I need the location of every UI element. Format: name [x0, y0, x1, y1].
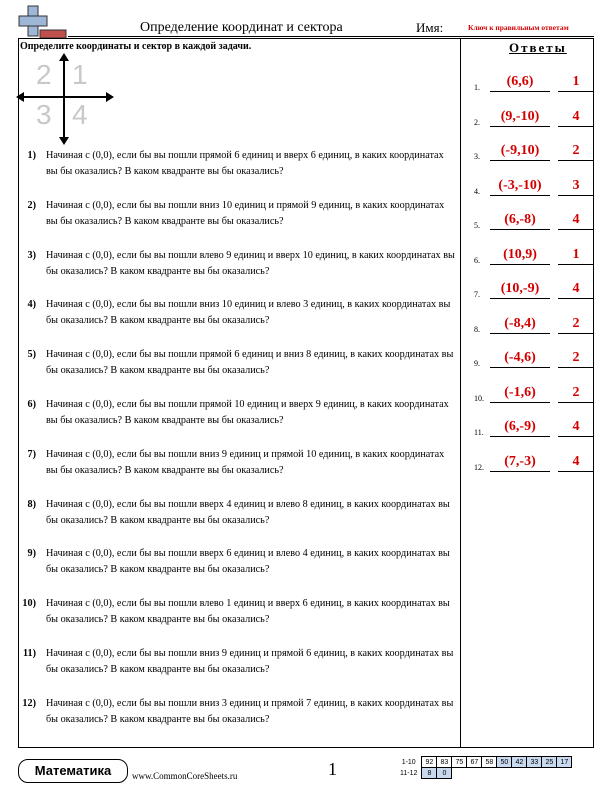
axes-arrows-icon	[16, 53, 114, 145]
answer-line	[490, 160, 550, 161]
problem-text: Начиная с (0,0), если бы вы пошли прямой 6 единиц и вверх 6 единиц, в каких координатах вы бы оказались? В каком квадранте вы бы оказались?	[46, 150, 444, 177]
answer-index: 12.	[474, 462, 484, 472]
answer-quadrant: 2	[572, 384, 580, 400]
problem-text: Начиная с (0,0), если бы вы пошли прямой 10 единиц и вверх 9 единиц, в каких координатах вы бы оказались? В каком квадранте вы бы оказались?	[46, 399, 449, 426]
score-cell: 33	[527, 757, 542, 768]
score-cell: 75	[452, 757, 467, 768]
score-cell: 0	[437, 768, 452, 779]
site-url: www.CommonCoreSheets.ru	[132, 771, 238, 781]
answer-line	[558, 264, 594, 265]
problem-number: 7)	[27, 448, 36, 460]
score-row	[398, 768, 572, 779]
answer-coordinates: (-1,6)	[504, 384, 536, 400]
score-cell: 50	[497, 757, 512, 768]
answer-line	[490, 229, 550, 230]
problem-number: 12)	[22, 697, 36, 709]
problem-text: Начиная с (0,0), если бы вы пошли вниз 3 единиц и прямой 7 единиц, в каких координатах вы бы оказались? В каком квадранте вы бы оказались?	[46, 697, 454, 725]
problem-number: 10)	[22, 598, 36, 610]
score-row	[398, 757, 572, 768]
answer-line	[490, 367, 550, 368]
score-table	[398, 756, 572, 779]
problem-text: Начиная с (0,0), если бы вы пошли вниз 9 единиц и прямой 6 единиц, в каких координатах вы бы оказались? В каком квадранте вы бы оказались?	[46, 648, 454, 675]
problem-text: Начиная с (0,0), если бы вы пошли влево 9 единиц и вверх 10 единиц, в каких координатах вы бы оказались? В каком квадранте вы бы оказались?	[46, 249, 455, 277]
problem-text: Начиная с (0,0), если бы вы пошли влево 1 единиц и вверх 6 единиц, в каких координатах вы бы оказались? В каком квадранте вы бы оказались?	[46, 598, 450, 626]
answer-coordinates: (-8,4)	[504, 315, 536, 331]
answer-line	[490, 333, 550, 334]
answer-quadrant: 3	[572, 177, 580, 193]
answer-row	[474, 450, 594, 472]
problem-number: 4)	[27, 299, 36, 311]
quadrant-diagram	[16, 53, 114, 145]
answer-index: 2.	[474, 117, 480, 127]
answer-row	[474, 105, 594, 127]
answer-quadrant: 2	[572, 350, 580, 365]
answer-line	[490, 195, 550, 196]
answer-row	[474, 139, 594, 161]
answer-row	[474, 381, 594, 403]
answer-coordinates: (-9,10)	[500, 143, 540, 158]
problem-number: 6)	[27, 399, 36, 410]
answer-quadrant: 2	[572, 143, 580, 158]
score-cell: 8	[422, 768, 437, 779]
answer-coordinates: (-3,-10)	[498, 177, 542, 193]
problem-text: Начиная с (0,0), если бы вы пошли прямой 6 единиц и вниз 8 единиц, в каких координатах вы бы оказались? В каком квадранте вы бы оказались?	[46, 349, 454, 377]
answer-row	[474, 415, 594, 437]
problem-number: 11)	[22, 648, 36, 659]
answer-line	[490, 264, 550, 265]
answer-quadrant: 1	[572, 246, 580, 262]
answer-line	[558, 471, 594, 472]
problem-text: Начиная с (0,0), если бы вы пошли вниз 10 единиц и прямой 9 единиц, в каких координатах вы бы оказались? В каком квадранте вы бы оказались?	[46, 199, 445, 227]
answer-index: 5.	[474, 221, 480, 230]
answer-column-divider	[460, 38, 461, 748]
problem-text: Начиная с (0,0), если бы вы пошли вниз 9 единиц и прямой 10 единиц, в каких координатах вы бы оказались? В каком квадранте вы бы оказались?	[46, 448, 445, 476]
answer-line	[558, 195, 594, 196]
answer-row	[474, 174, 594, 196]
score-cell: 92	[422, 757, 437, 768]
answer-coordinates: (9,-10)	[500, 108, 540, 124]
score-cell: 17	[557, 757, 572, 768]
answer-line	[558, 436, 594, 437]
answer-quadrant: 2	[572, 315, 580, 331]
answer-coordinates: (6,-8)	[504, 212, 536, 227]
brand-badge: Математика	[18, 759, 128, 783]
answer-line	[558, 402, 594, 403]
answer-row	[474, 243, 594, 265]
problem-number: 2)	[27, 199, 36, 211]
answer-row	[474, 346, 594, 368]
answer-quadrant: 1	[572, 74, 580, 89]
answer-quadrant: 4	[572, 108, 580, 124]
header-rule	[68, 36, 594, 37]
quadrant-label: 4	[72, 99, 88, 130]
answer-line	[558, 367, 594, 368]
score-cell: 83	[437, 757, 452, 768]
name-label: Имя:	[416, 20, 444, 35]
score-cell: 58	[482, 757, 497, 768]
problem-number: 9)	[27, 548, 36, 560]
problem-number: 3)	[27, 249, 36, 261]
answer-line	[558, 229, 594, 230]
answer-line	[490, 471, 550, 472]
answer-line	[558, 333, 594, 334]
answer-line	[558, 126, 594, 127]
answer-row	[474, 277, 594, 299]
answer-coordinates: (6,-9)	[504, 419, 536, 434]
quadrant-label: 2	[36, 59, 52, 90]
answer-coordinates: (10,9)	[503, 246, 537, 262]
answer-index: 9.	[474, 359, 480, 368]
plus-minus-logo-icon	[18, 4, 68, 40]
answer-row	[474, 208, 594, 230]
answer-index: 4.	[474, 186, 480, 196]
answer-coordinates: (10,-9)	[500, 281, 540, 296]
score-cell: 42	[512, 757, 527, 768]
answer-line	[490, 402, 550, 403]
answer-index: 1.	[474, 83, 480, 92]
quadrant-label: 1	[72, 59, 88, 90]
answer-quadrant: 4	[572, 453, 580, 469]
score-cell: 67	[467, 757, 482, 768]
answer-coordinates: (7,-3)	[504, 453, 536, 469]
answer-quadrant: 4	[572, 419, 580, 434]
answer-line	[490, 298, 550, 299]
answer-line	[490, 91, 550, 92]
answer-coordinates: (-4,6)	[504, 350, 536, 365]
answer-index: 11.	[474, 428, 484, 437]
score-cell: 25	[542, 757, 557, 768]
answer-line	[490, 126, 550, 127]
problem-number: 8)	[27, 498, 36, 510]
answer-key-label: Ключ к правильным ответам	[468, 23, 569, 32]
answer-coordinates: (6,6)	[506, 74, 534, 89]
answer-line	[558, 91, 594, 92]
answer-index: 8.	[474, 324, 480, 334]
score-row-label: 1-10	[401, 758, 416, 766]
answer-index: 6.	[474, 255, 480, 265]
answer-index: 10.	[474, 393, 484, 403]
problem-text: Начиная с (0,0), если бы вы пошли вверх 6 единиц и влево 4 единиц, в каких координатах вы бы оказались? В каком квадранте вы бы оказались?	[46, 548, 450, 576]
answer-line	[558, 298, 594, 299]
answer-row	[474, 70, 594, 92]
page-title: Определение координат и сектора	[140, 20, 343, 35]
answer-line	[490, 436, 550, 437]
page-number: 1	[328, 759, 337, 779]
instruction: Определите координаты и сектор в каждой задачи.	[20, 41, 252, 52]
problem-text: Начиная с (0,0), если бы вы пошли вниз 10 единиц и влево 3 единиц, в каких координатах вы бы оказались? В каком квадранте вы бы оказались?	[46, 299, 451, 327]
answer-index: 7.	[474, 290, 480, 299]
answer-index: 3.	[474, 152, 480, 161]
answer-quadrant: 4	[572, 281, 580, 296]
score-row-label: 11-12	[400, 769, 418, 777]
answer-row	[474, 312, 594, 334]
problem-text: Начиная с (0,0), если бы вы пошли вверх 4 единиц и влево 8 единиц, в каких координатах вы бы оказались? В каком квадранте вы бы оказались?	[46, 498, 450, 526]
quadrant-label: 3	[36, 99, 52, 130]
answer-line	[558, 160, 594, 161]
answer-quadrant: 4	[572, 212, 580, 227]
problem-number: 1)	[27, 150, 36, 161]
problem-number: 5)	[27, 349, 36, 361]
answers-title: Ответы	[509, 40, 567, 55]
